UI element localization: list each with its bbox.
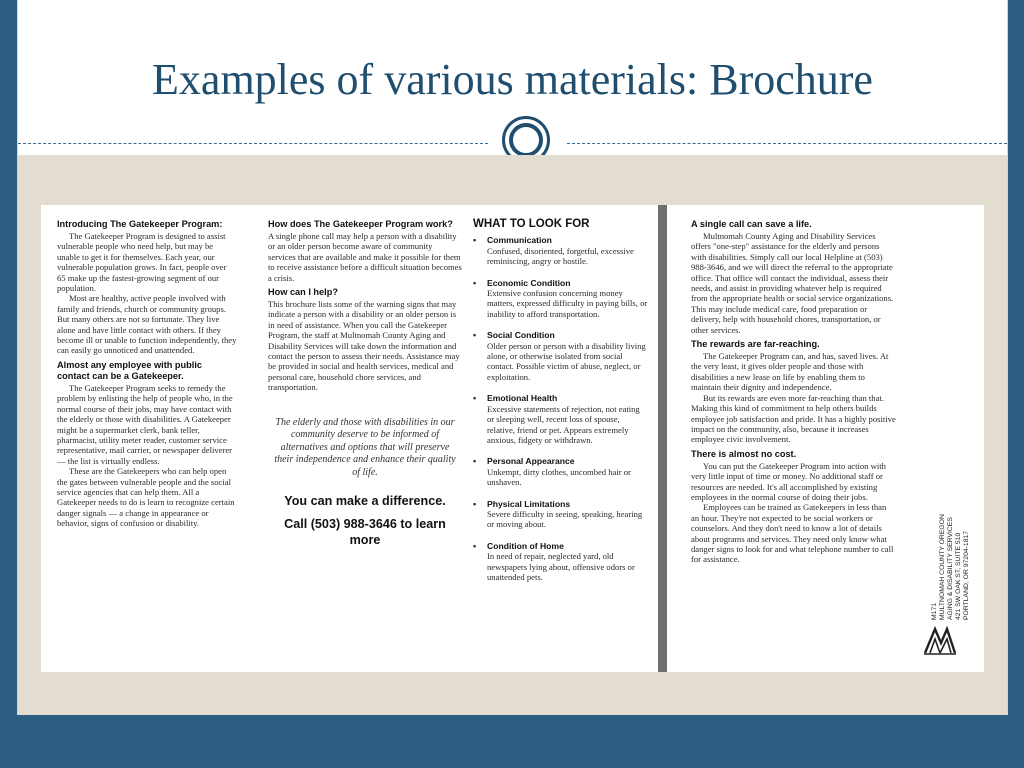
item-title: Emotional Health (487, 393, 558, 404)
bullet-icon: • (473, 498, 477, 509)
col1-heading-1: Introducing The Gatekeeper Program: (57, 219, 223, 229)
item-text: In need of repair, neglected yard, old newspapers lying about, offensive odors or unattended pets. (487, 551, 635, 582)
call-to-action (268, 494, 462, 549)
item-title: Social Condition (487, 330, 555, 341)
divider-left (18, 143, 488, 144)
col1-para-1: The Gatekeeper Program is designed to assist vulnerable people who need help, but may be unable to get it for themselves. Each year, our vulnerable population grows. In fact, people over 65 make up the fastest-growing segment of our population. (57, 231, 227, 294)
bullet-icon: • (473, 456, 477, 467)
footer-bar (0, 715, 1024, 768)
list-item (473, 541, 649, 583)
cta-line-2: Call (503) 988-3646 to learn more (284, 517, 446, 547)
address-line-2: AGING & DISABILITY SERVICES (947, 517, 954, 620)
item-text: Severe difficulty in seeing, speaking, hearing or moving about. (487, 508, 643, 530)
item-title: Physical Limitations (487, 498, 571, 509)
col2-para-2: This brochure lists some of the warning signs that may indicate a person with a disability or an older person is in need of assistance. When you call the Gatekeeper Program, the staff at Multnomah County Aging and Disability Services will take down the information and contact the person to assess their needs. Assistance may be provided in social and health services, medical and personal care, household chore services, and transportation. (268, 299, 460, 393)
slide (17, 0, 1008, 715)
bullet-icon: • (473, 330, 477, 341)
col4-heading-1: A single call can save a life. (691, 219, 812, 229)
col2-quote: The elderly and those with disabilities in our community deserve to be informed of alternatives and options that will preserve their independence and enhance their quality of life. (274, 416, 456, 479)
item-text: Unkempt, dirty clothes, uncombed hair or unshaven. (487, 466, 631, 488)
fold-gutter (658, 205, 667, 672)
bullet-icon: • (473, 393, 477, 404)
brochure-column-1 (57, 219, 237, 529)
col4-para-5: Employees can be trained as Gatekeepers in less than an hour. They're not expected to be social workers or counselors. And they don't need to know a lot of details about programs and services. They need only know what danger signs to look for and what telephone number to call for assistance. (691, 502, 894, 565)
item-text: Confused, disoriented, forgetful, excessive reminiscing, angry or hostile. (487, 245, 634, 267)
circle-ornament-inner (509, 123, 543, 157)
item-text: Older person or person with a disability living alone, or otherwise isolated from social contact. Possible victim of abuse, neglect, or exploitation. (487, 340, 646, 382)
brochure-column-4 (691, 219, 896, 565)
col4-para-2: The Gatekeeper Program can, and has, saved lives. At the very least, it gives older people and those with disabilities a new lease on life by enabling them to maintain their dignity and independence. (691, 351, 889, 393)
col4-para-4: You can put the Gatekeeper Program into action with very little input of time or money. No additional staff or resources are needed. It's all accomplished by existing employees in the normal course of doing their jobs. (691, 460, 886, 502)
col4-heading-2: The rewards are far-reaching. (691, 339, 820, 350)
brochure-column-3 (473, 219, 649, 593)
col4-heading-3: There is almost no cost. (691, 448, 797, 459)
bullet-icon: • (473, 540, 477, 551)
list-item (473, 393, 649, 445)
col2-heading-1: How does The Gatekeeper Program work? (268, 219, 453, 229)
address-block (931, 514, 971, 620)
brochure-column-2 (268, 219, 462, 548)
county-logo-icon (921, 619, 959, 657)
col1-para-2: Most are healthy, active people involved with family and friends, church or community groups. But many others are not so fortunate. They live alone and have little contact with others. If they become ill or unable to function independently, they can easily go unnoticed and unattended. (57, 293, 237, 356)
list-item (473, 456, 649, 487)
item-title: Communication (487, 235, 552, 246)
item-title: Condition of Home (487, 540, 564, 551)
divider-right (567, 143, 1007, 144)
address-line-1: MULTNOMAH COUNTY OREGON (939, 514, 946, 620)
item-text: Extensive confusion concerning money matters, expressed difficulty in paying bills, or inability to afford transportation. (487, 288, 648, 319)
item-text: Excessive statements of rejection, not eating or sleeping well, recent loss of spouse, relative, friend or pet. Appears extremely anxious, fidgety or withdrawn. (487, 403, 640, 445)
col2-para-1: A single phone call may help a person with a disability or an older person become aware of community services that are available and make it possible for them to receive assistance before a difficult situation becomes a crisis. (268, 231, 462, 283)
col2-heading-2: How can I help? (268, 287, 338, 298)
bullet-icon: • (473, 235, 477, 246)
list-item (473, 330, 649, 382)
list-item (473, 499, 649, 530)
item-title: Personal Appearance (487, 456, 575, 467)
item-title: Economic Condition (487, 277, 571, 288)
cta-line-1: You can make a difference. (284, 493, 446, 508)
address-code: M171 (931, 602, 938, 620)
address-line-4: PORTLAND, OR 97204-1817 (963, 530, 970, 620)
col1-para-4: These are the Gatekeepers who can help open the gates between vulnerable people and the social service agencies that can help them. All a Gatekeeper needs to do is learn to recognize certain danger signals — a change in appearance or behavior, signs of confusion or disability. (57, 466, 235, 529)
address-line-3: 421 SW OAK ST, SUITE 510 (955, 532, 962, 620)
brochure-image (41, 205, 984, 672)
col4-para-1: Multnomah County Aging and Disability Services offers "one-step" assistance for the elderly and persons with disabilities. Simply call our local Helpline at (503) 988-3646, and we will direct the referral to the appropriate office. That office will contact the individual, assess their needs, and assist in providing whatever help is required from the appropriate health or social service organizations. This may include medical care, food preparation or delivery, help with household chores, transportation, or other services. (691, 231, 894, 335)
col1-heading-2: Almost any employee with public contact can be a Gatekeeper. (57, 359, 202, 381)
image-backdrop (18, 155, 1007, 715)
col1-para-3: The Gatekeeper Program seeks to remedy the problem by enlisting the help of people who, in the normal course of their jobs, may have contact with the elderly or those with disabilities. A Gatekeeper might be a supermarket clerk, bank teller, pharmacist, utility meter reader, customer service representative, mail carrier, or newspaper deliverer — the list is virtually endless. (57, 382, 233, 466)
list-item (473, 235, 649, 266)
bullet-icon: • (473, 277, 477, 288)
list-item (473, 278, 649, 320)
what-to-look-for-heading: WHAT TO LOOK FOR (473, 218, 590, 230)
slide-title: Examples of various materials: Brochure (152, 55, 873, 104)
col4-para-3: But its rewards are even more far-reaching than that. Making this kind of commitment to help others builds employee job satisfaction and pride. It has a highly positive impact on the community, also, because it increases employee civic involvement. (691, 392, 896, 445)
